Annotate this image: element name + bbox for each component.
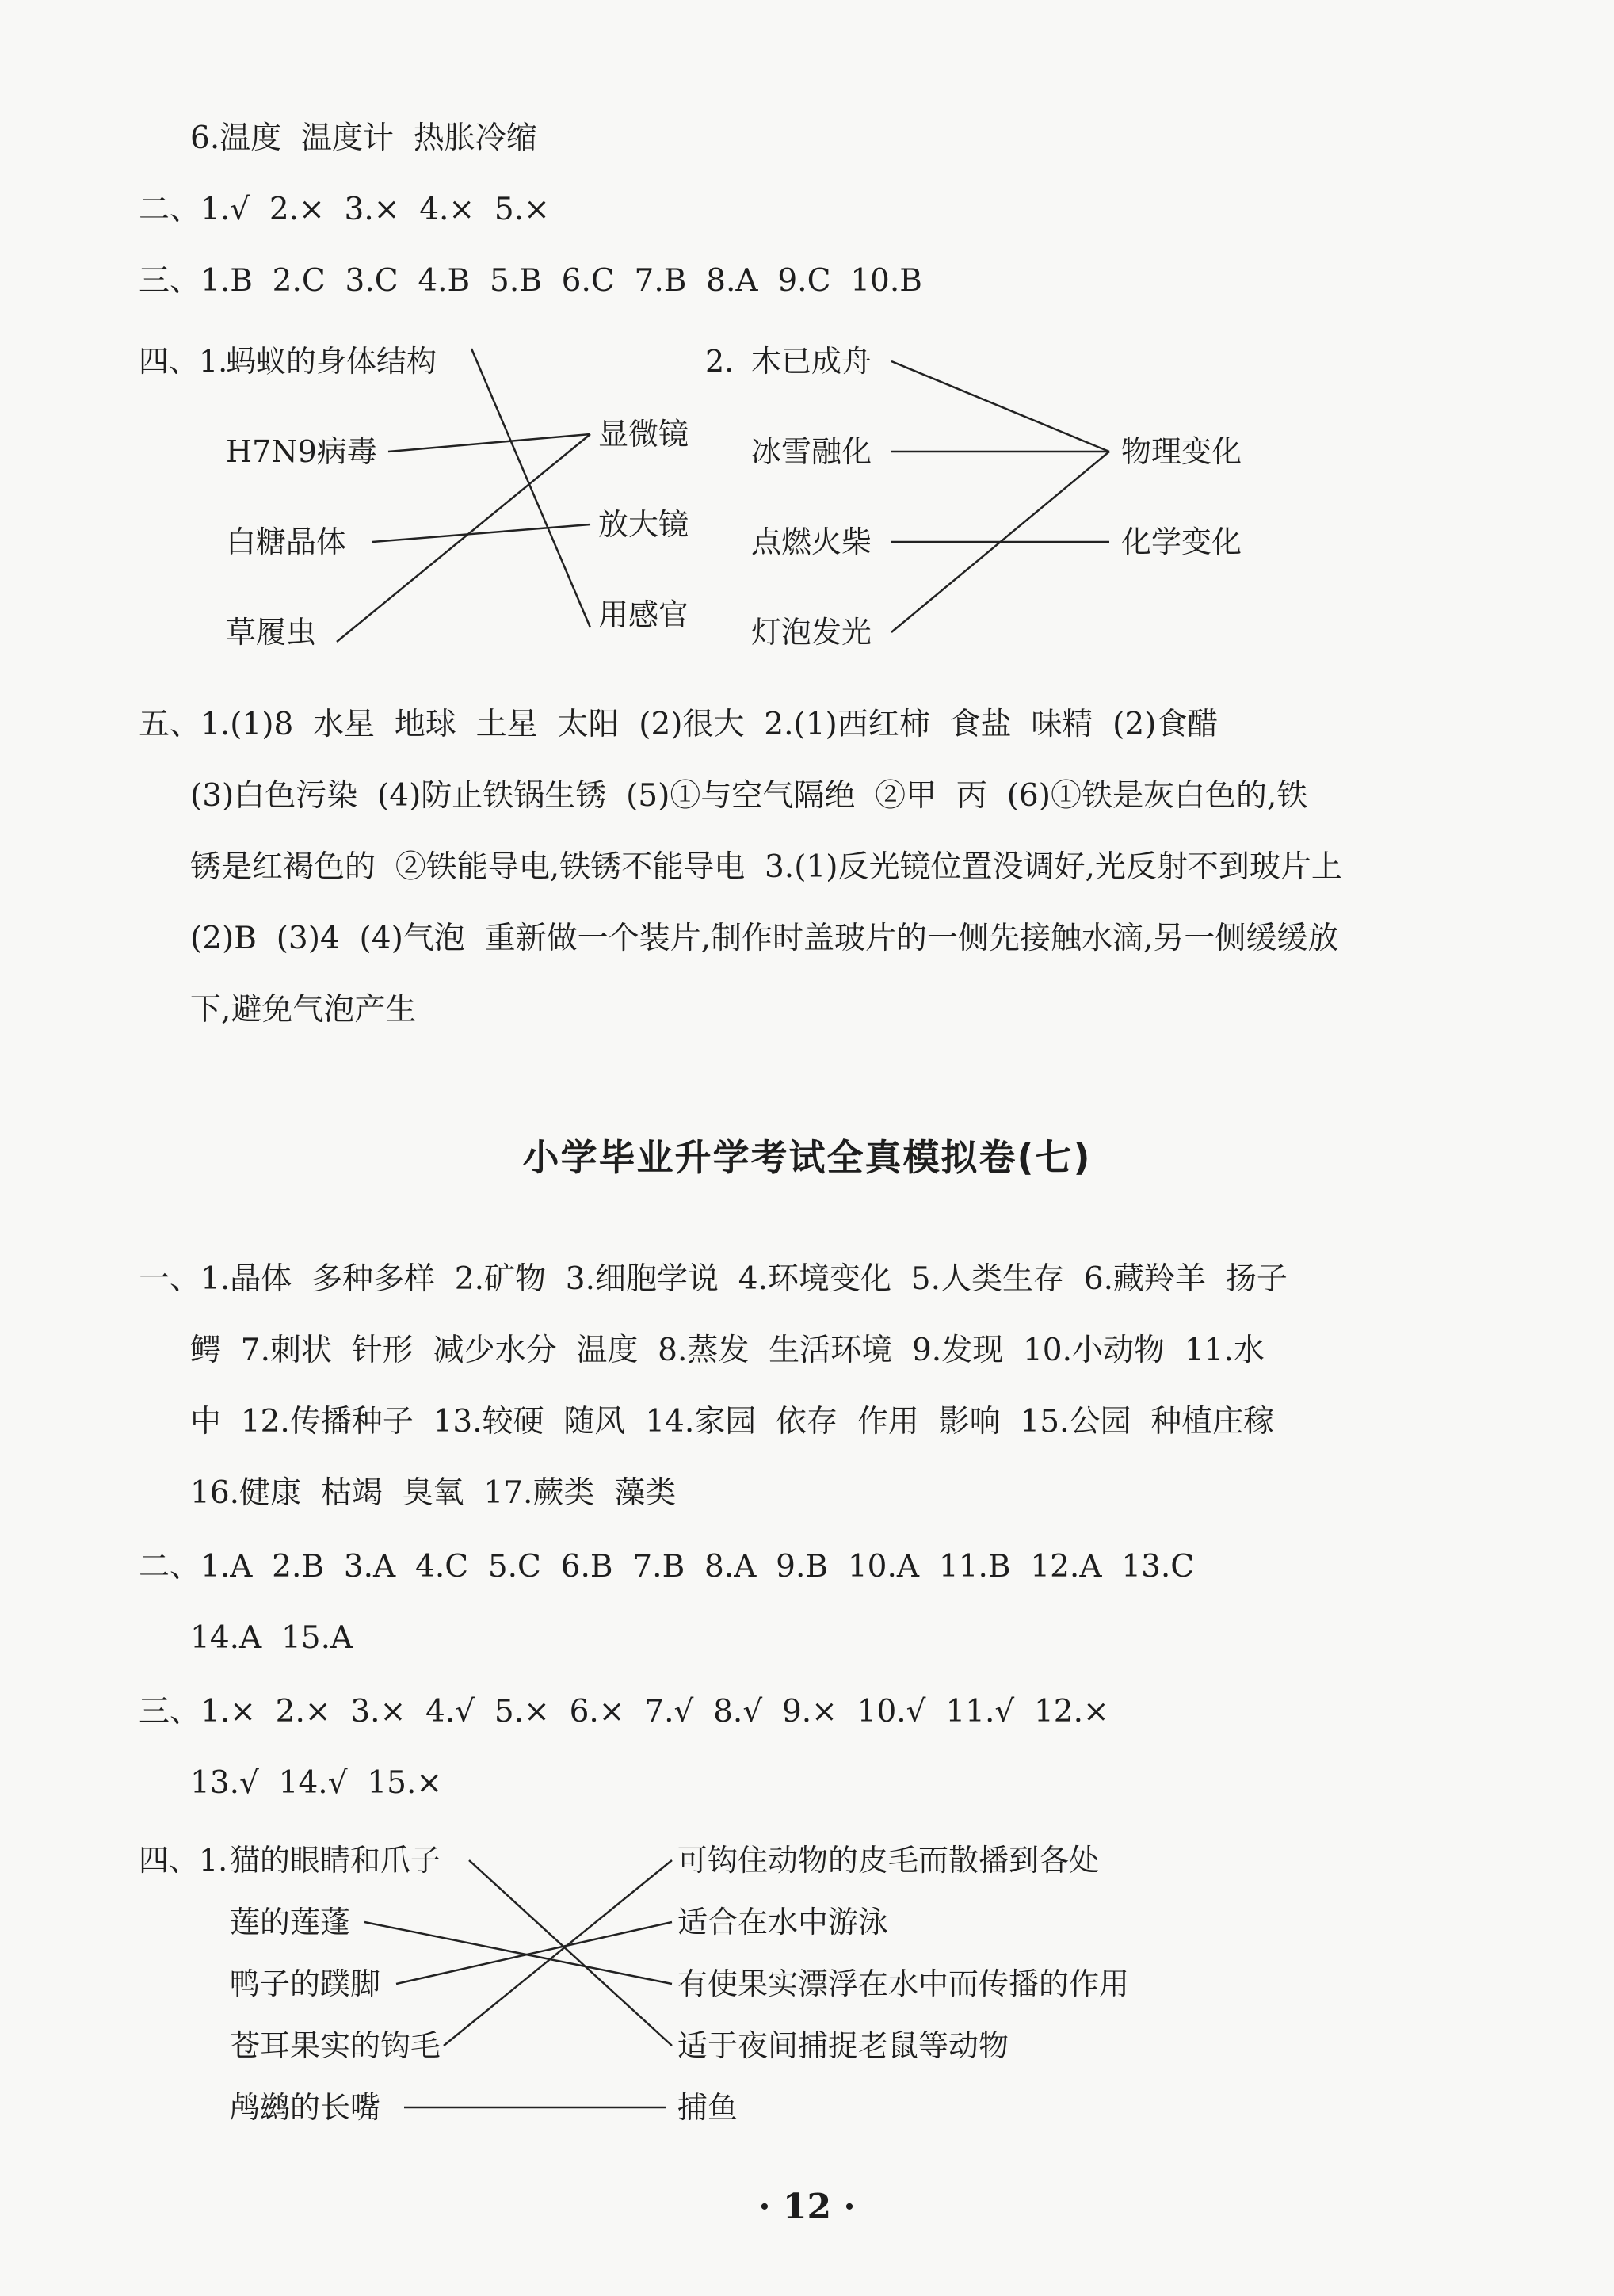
match3-right-item: 捕鱼 (677, 2090, 738, 2125)
match3-right-item: 可钩住动物的皮毛而散播到各处 (677, 1843, 1100, 1878)
answer-paragraph-wu: 下,避免气泡产生 (190, 992, 417, 1028)
match2-left-item: 木已成舟 (751, 344, 872, 379)
match1-left-item: 蚂蚁的身体结构 (226, 344, 437, 379)
page-number: · 12 · (758, 2187, 856, 2227)
match3-right-item: 适合在水中游泳 (677, 1905, 889, 1939)
match3-prefix: 四、1. (139, 1843, 228, 1878)
match3-left-item: 莲的莲蓬 (230, 1905, 351, 1939)
match1-left-item: 白糖晶体 (226, 524, 347, 559)
match2-right-item: 物理变化 (1121, 434, 1242, 469)
match-line (364, 1922, 672, 1984)
match-line (469, 1860, 672, 2046)
answer-line-san-2: 三、1.× 2.× 3.× 4.√ 5.× 6.× 7.√ 8.√ 9.× 10.√ 11.√ 12.× (139, 1694, 1109, 1730)
section-title: 小学毕业升学考试全真模拟卷(七) (522, 1136, 1092, 1179)
match-line (388, 434, 590, 452)
answer-line-san-2: 13.√ 14.√ 15.× (190, 1765, 443, 1801)
answer-paragraph-yi: 中 12.传播种子 13.较硬 随风 14.家园 依存 作用 影响 15.公园 种植庄稼 (190, 1404, 1275, 1440)
answer-paragraph-yi: 一、1.晶体 多种多样 2.矿物 3.细胞学说 4.环境变化 5.人类生存 6.藏羚羊 扬子 (139, 1261, 1288, 1297)
match3-left-item: 猫的眼睛和爪子 (230, 1843, 441, 1878)
match1-right-item: 显微镜 (598, 417, 689, 452)
answer-line-san: 三、1.B 2.C 3.C 4.B 5.B 6.C 7.B 8.A 9.C 10.B (139, 263, 922, 299)
match2-left-item: 点燃火柴 (751, 524, 872, 559)
match-line (471, 349, 590, 627)
match2-left-item: 灯泡发光 (751, 615, 872, 650)
match2-right-item: 化学变化 (1121, 524, 1242, 559)
match-line (891, 361, 1109, 452)
match3-left-item: 苍耳果实的钩毛 (230, 2028, 441, 2063)
match1-left-item: 草履虫 (226, 615, 317, 650)
answer-paragraph-wu: 五、1.(1)8 水星 地球 土星 太阳 (2)很大 2.(1)西红柿 食盐 味精 (2)食醋 (139, 707, 1219, 742)
answer-paragraph-yi: 16.健康 枯竭 臭氧 17.蕨类 藻类 (190, 1475, 677, 1511)
answer-line-er-2: 14.A 15.A (190, 1620, 353, 1656)
match-line (372, 524, 590, 542)
match2-left-item: 冰雪融化 (751, 434, 872, 469)
answer-line-6: 6.温度 温度计 热胀冷缩 (190, 120, 537, 156)
answer-line-er: 二、1.√ 2.× 3.× 4.× 5.× (139, 192, 550, 227)
match1-right-item: 用感官 (598, 597, 689, 632)
answer-paragraph-wu: (3)白色污染 (4)防止铁锅生锈 (5)①与空气隔绝 ②甲 丙 (6)①铁是灰白色的,铁 (190, 778, 1308, 814)
match1-prefix: 四、1. (139, 344, 228, 379)
match3-left-item: 鸭子的蹼脚 (230, 1966, 381, 2001)
match1-right-item: 放大镜 (598, 507, 689, 542)
answer-paragraph-wu: 锈是红褐色的 ②铁能导电,铁锈不能导电 3.(1)反光镜位置没调好,光反射不到玻片上 (190, 849, 1342, 885)
match3-left-item: 鸬鹚的长嘴 (230, 2090, 381, 2125)
match3-right-item: 适于夜间捕捉老鼠等动物 (677, 2028, 1009, 2063)
match-line (444, 1860, 672, 2046)
answer-paragraph-wu: (2)B (3)4 (4)气泡 重新做一个装片,制作时盖玻片的一侧先接触水滴,另一侧缓缓放 (190, 921, 1339, 956)
answer-line-er-2: 二、1.A 2.B 3.A 4.C 5.C 6.B 7.B 8.A 9.B 10.A 11.B 12.A 13.C (139, 1549, 1195, 1585)
match2-prefix: 2. (705, 344, 735, 379)
match3-right-item: 有使果实漂浮在水中而传播的作用 (677, 1966, 1130, 2001)
match1-left-item: H7N9病毒 (226, 434, 377, 469)
answer-paragraph-yi: 鳄 7.刺状 针形 减少水分 温度 8.蒸发 生活环境 9.发现 10.小动物 11.水 (190, 1333, 1265, 1368)
